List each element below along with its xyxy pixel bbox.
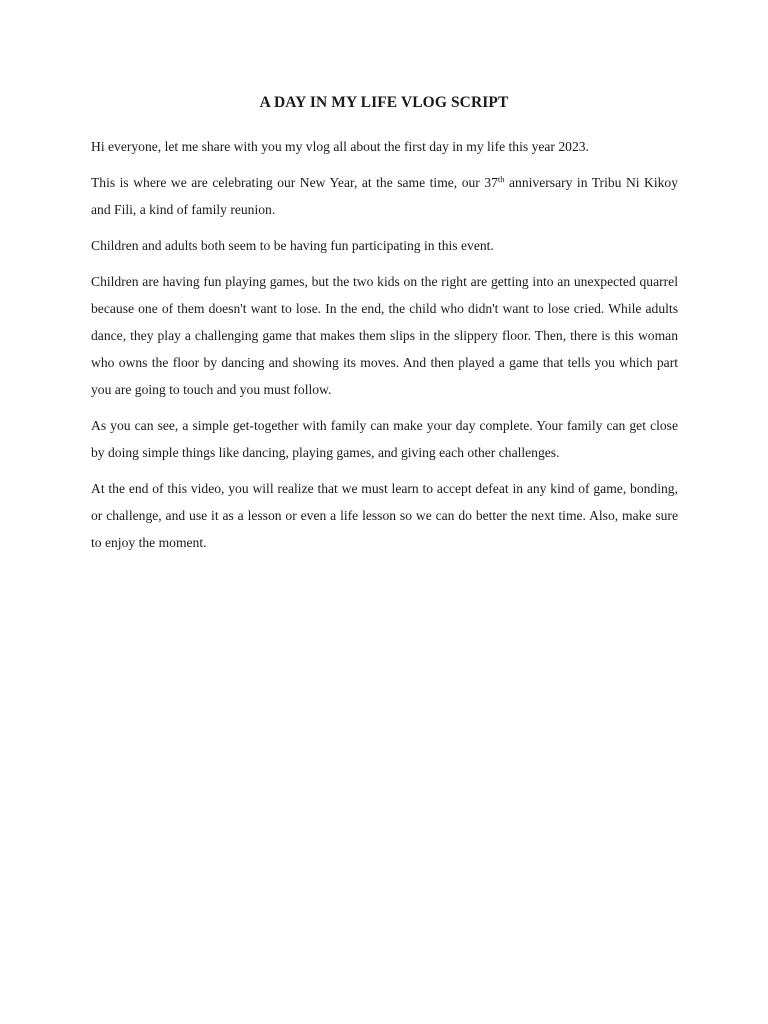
paragraph-conclusion: At the end of this video, you will realize that we must learn to accept defeat in any kind of game, bonding, or challenge, and use it as a lesson or even a life lesson so we can do better the next time. Also, make sure to enjoy the moment. [91, 481, 678, 550]
paragraph-intro: Hi everyone, let me share with you my vlog all about the first day in my life this year 2023. [91, 139, 589, 154]
ordinal-superscript: th [497, 174, 505, 184]
paragraph-get-together: As you can see, a simple get-together with family can make your day complete. Your family can get close by doing simple things like dancing, playing games, and giving each other challenges. [91, 418, 678, 460]
paragraph-participation: Children and adults both seem to be having fun participating in this event. [91, 238, 494, 253]
paragraph-celebration-text-end: anniversary in Tribu Ni Kikoy and Fili, a kind of family reunion. [91, 175, 679, 217]
paragraph-celebration-text-start: This is where we are celebrating our New Year, at the same time, our 37 [91, 175, 498, 190]
paragraph-games: Children are having fun playing games, but the two kids on the right are getting into an unexpected quarrel because one of them doesn't want to lose. In the end, the child who didn't want to lose cried. While adults dance, they play a challenging game that makes them slips in the slippery floor. Then, there is this woman who owns the floor by dancing and showing its moves. And then played a game that tells you which part you are going to touch and you must follow. [91, 274, 678, 397]
document-title: A DAY IN MY LIFE VLOG SCRIPT [259, 94, 509, 111]
document-body [91, 133, 678, 565]
paragraph-celebration [91, 169, 678, 223]
